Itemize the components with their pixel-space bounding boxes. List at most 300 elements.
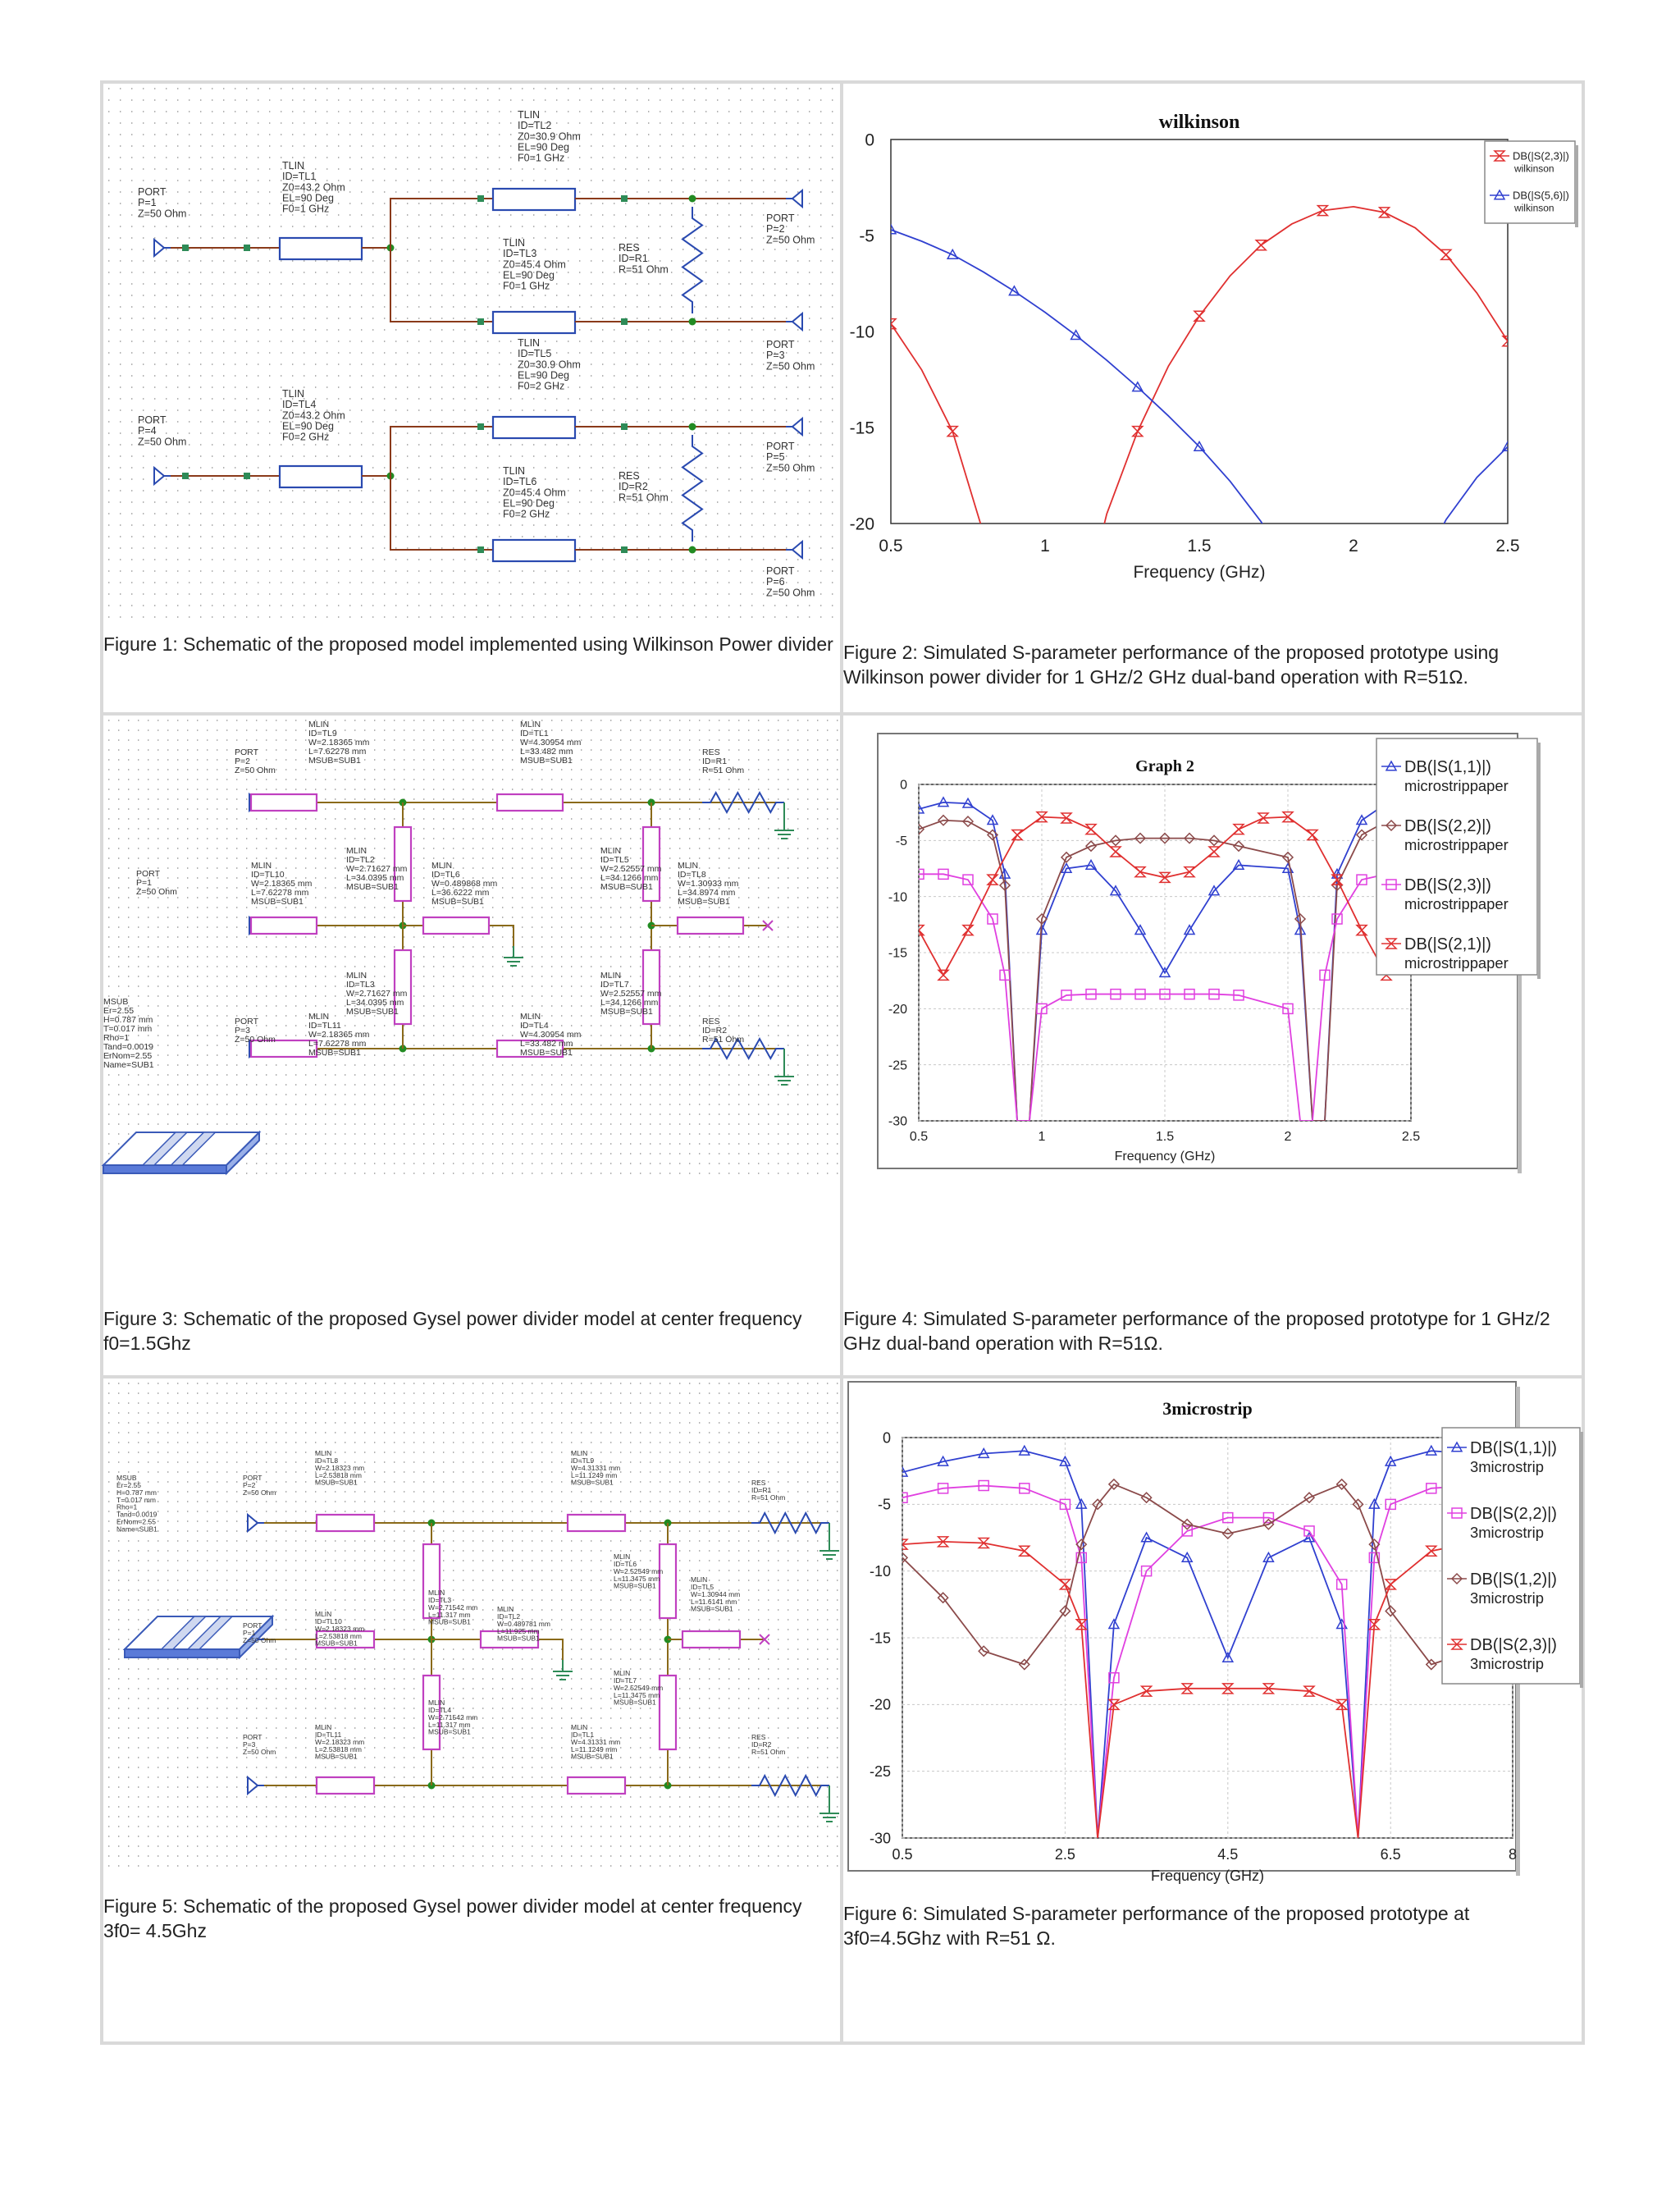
tlin-tl4-box[interactable] bbox=[280, 466, 362, 487]
legend-entry-sub: 3microstrip bbox=[1470, 1524, 1544, 1541]
port-1-label-line: PORT bbox=[136, 869, 160, 879]
figure-3-cell bbox=[103, 716, 840, 1375]
wire bbox=[390, 199, 493, 248]
mlin-tl7-label-line: MSUB=SUB1 bbox=[600, 1007, 653, 1017]
tlin-tl1-box[interactable] bbox=[280, 238, 362, 259]
port-4-label-line: PORT bbox=[138, 414, 167, 426]
y-tick-label: -15 bbox=[849, 418, 874, 438]
legend-entry: DB(|S(1,1)|) bbox=[1404, 758, 1491, 776]
mlin-top-right-box[interactable] bbox=[497, 794, 563, 811]
figure-6-cell bbox=[843, 1378, 1582, 2041]
y-tick-label: -10 bbox=[849, 322, 874, 342]
mlin-tl4-label-line: L=11.317 mm bbox=[428, 1720, 471, 1729]
mlin-open-stub-box[interactable] bbox=[682, 1631, 740, 1648]
ground-r1-symbol bbox=[774, 819, 794, 839]
legend-entry: DB(|S(2,1)|) bbox=[1404, 935, 1491, 953]
mlin-tl10-label bbox=[315, 1610, 364, 1648]
x-tick-label: 1.5 bbox=[1187, 537, 1212, 556]
y-tick-label: -30 bbox=[888, 1114, 907, 1129]
wire bbox=[390, 427, 493, 476]
mlin-tl4-label-line: MLIN bbox=[428, 1699, 445, 1707]
mlin-tl4-label-line: MSUB=SUB1 bbox=[520, 1048, 573, 1058]
mlin-tl4-label-line: W=2.71542 mm bbox=[428, 1712, 478, 1721]
y-tick-label: -25 bbox=[869, 1763, 891, 1780]
mlin-tl11-label-line: L=2.53818 mm bbox=[315, 1744, 362, 1753]
resistor-r2-label-line: RES bbox=[619, 470, 640, 482]
mlin-tl11-label-line: MSUB=SUB1 bbox=[308, 1048, 361, 1058]
node-pin bbox=[621, 546, 628, 553]
substrate-icon bbox=[103, 1132, 259, 1173]
port-1-label-line: Z=50 Ohm bbox=[138, 208, 187, 220]
tlin-tl4-label-line: ID=TL4 bbox=[282, 399, 317, 411]
port-3-label bbox=[235, 1017, 276, 1045]
mlin-tl2-label-line: MLIN bbox=[346, 846, 368, 856]
mlin-tl1-label-line: MLIN bbox=[520, 720, 541, 729]
port-1-label-line: P=1 bbox=[136, 878, 152, 889]
mlin-tl2-label-line: MSUB=SUB1 bbox=[346, 882, 399, 893]
resistor-r2-label-line: R=51 Ohm bbox=[619, 491, 669, 504]
node-pin bbox=[182, 473, 189, 479]
mlin-right-upper-stub-box[interactable] bbox=[660, 1544, 676, 1618]
mlin-tl2-label-line: W=0.489781 mm bbox=[497, 1619, 550, 1628]
mlin-tl1-label-line: MSUB=SUB1 bbox=[520, 756, 573, 766]
mlin-tl9-label-line: MLIN bbox=[571, 1449, 588, 1457]
mlin-tl6-label-line: MLIN bbox=[614, 1552, 631, 1561]
mlin-tl8-label-line: W=1.30933 mm bbox=[678, 879, 739, 889]
mlin-tl9-label bbox=[308, 720, 370, 766]
mlin-tl8-label-line: ID=TL8 bbox=[678, 870, 706, 880]
legend-entry-sub: 3microstrip bbox=[1470, 1458, 1544, 1475]
resistor-r1-label-line: R=51 Ohm bbox=[751, 1493, 786, 1502]
msub-label-line: MSUB bbox=[116, 1474, 137, 1482]
junction-dot bbox=[689, 195, 696, 203]
x-tick-label: 8 bbox=[1508, 1846, 1518, 1863]
y-tick-label: -15 bbox=[888, 946, 907, 961]
legend-entry-sub: microstrippaper bbox=[1404, 954, 1509, 972]
wire bbox=[390, 248, 493, 322]
port-1-label-line: P=1 bbox=[243, 1628, 256, 1637]
msub-label-line: Tand=0.0019 bbox=[116, 1510, 158, 1519]
mlin-tl7-label-line: W=2.52549 mm bbox=[614, 1683, 664, 1692]
x-tick-label: 1.5 bbox=[1155, 1130, 1175, 1144]
resistor-r2-label bbox=[619, 470, 669, 503]
y-tick-label: 0 bbox=[882, 1429, 891, 1447]
msub-label-line: Rho=1 bbox=[116, 1502, 138, 1511]
mlin-tl11-label-line: ID=TL11 bbox=[315, 1730, 342, 1739]
x-tick-label: 0.5 bbox=[892, 1846, 913, 1863]
tlin-tl2-label bbox=[518, 109, 581, 164]
mlin-tl6-label-line: ID=TL6 bbox=[614, 1559, 637, 1568]
mlin-tl4-label bbox=[428, 1699, 477, 1736]
port-6-label-line: PORT bbox=[766, 565, 795, 577]
mlin-top-left-box[interactable] bbox=[251, 794, 317, 811]
x-tick-label: 4.5 bbox=[1217, 1846, 1239, 1863]
port-3-label-line: Z=50 Ohm bbox=[766, 360, 815, 373]
tlin-tl3-label-line: Z0=45.4 Ohm bbox=[503, 258, 566, 271]
port-1-label-line: P=1 bbox=[138, 197, 157, 209]
resistor-r1-label-line: ID=R1 bbox=[702, 757, 728, 767]
mlin-tl9-label-line: ID=TL9 bbox=[571, 1456, 595, 1465]
resistor-r2-symbol[interactable] bbox=[682, 435, 702, 542]
figure-4-chart bbox=[843, 716, 1582, 1191]
legend-entry-sub: wilkinson bbox=[1514, 162, 1554, 175]
port-3-label-line: P=3 bbox=[235, 1026, 250, 1036]
tlin-tl5-label-line: EL=90 Deg bbox=[518, 369, 569, 382]
port-4-symbol[interactable] bbox=[154, 468, 171, 484]
mlin-tl8-label-line: L=34.8974 mm bbox=[678, 888, 736, 898]
port-2-label-line: P=2 bbox=[766, 223, 785, 235]
resistor-r1-label-line: R=51 Ohm bbox=[702, 766, 745, 776]
resistor-r2-label-line: ID=R2 bbox=[702, 1026, 728, 1036]
mlin-tl7-label-line: MLIN bbox=[614, 1669, 631, 1677]
port-3-label-line: PORT bbox=[235, 1017, 258, 1026]
tlin-tl3-box[interactable] bbox=[493, 312, 575, 333]
mlin-tl10-label-line: ID=TL10 bbox=[315, 1616, 342, 1625]
port-1-label-line: PORT bbox=[243, 1621, 262, 1630]
port-5-label-line: PORT bbox=[766, 441, 795, 452]
tlin-tl5-label-line: ID=TL5 bbox=[518, 348, 552, 360]
ground-r2-symbol bbox=[774, 1065, 794, 1085]
y-tick-label: -20 bbox=[888, 1002, 907, 1017]
port-3-label-line: Z=50 Ohm bbox=[243, 1747, 276, 1756]
ground-r2-symbol bbox=[819, 1802, 839, 1822]
mlin-tl7-label-line: ID=TL7 bbox=[600, 980, 629, 990]
port-4-label-line: P=4 bbox=[138, 425, 157, 437]
resistor-r2-label-line: R=51 Ohm bbox=[751, 1747, 786, 1756]
port-1-symbol[interactable] bbox=[154, 240, 171, 256]
msub-label-line: ErNom=2.55 bbox=[103, 1051, 153, 1062]
node-pin bbox=[182, 245, 189, 251]
port-2-label bbox=[766, 213, 815, 245]
figure-3-schematic bbox=[103, 716, 840, 1175]
tlin-tl2-label-line: TLIN bbox=[518, 109, 541, 121]
x-tick-label: 1 bbox=[1038, 1130, 1046, 1144]
tlin-tl1-label bbox=[282, 160, 345, 215]
msub-label-line: Tand=0.0019 bbox=[103, 1042, 154, 1053]
mlin-tl10-label-line: ID=TL10 bbox=[251, 870, 285, 880]
mlin-tl11-label-line: MLIN bbox=[315, 1723, 332, 1731]
mlin-tl7-label-line: W=2.52557 mm bbox=[600, 989, 662, 999]
x-tick-label: 6.5 bbox=[1380, 1846, 1401, 1863]
port-3-label-line: P=3 bbox=[243, 1740, 256, 1749]
port-3-symbol[interactable] bbox=[248, 1777, 264, 1794]
tlin-tl2-box[interactable] bbox=[493, 189, 575, 210]
legend-shadow bbox=[1580, 1432, 1583, 1688]
figure-2-caption: Figure 2: Simulated S-parameter performance of the proposed prototype using Wilkinson power divider for 1 GHz/2 GHz dual-band operation with R=51Ω. bbox=[843, 642, 1504, 688]
ground-shunt-symbol bbox=[553, 1660, 573, 1680]
x-tick-label: 2.5 bbox=[1401, 1130, 1421, 1144]
mlin-tl10-label-line: MSUB=SUB1 bbox=[315, 1639, 358, 1648]
mlin-tl7-label-line: MLIN bbox=[600, 971, 622, 981]
mlin-tl2-label-line: L=11.925 mm bbox=[497, 1626, 540, 1635]
figure-6-chart bbox=[843, 1378, 1582, 1884]
mlin-tl9-label-line: MLIN bbox=[308, 720, 330, 729]
legend-entry: DB(|S(1,2)|) bbox=[1470, 1570, 1557, 1589]
figure-2-chart bbox=[843, 84, 1582, 617]
mlin-tl3-label-line: L=34.0395 mm bbox=[346, 998, 404, 1008]
port-2-label-line: Z=50 Ohm bbox=[243, 1488, 276, 1497]
mlin-tl7-label-line: L=11.3475 mm bbox=[614, 1690, 660, 1699]
resistor-r1-label-line: RES bbox=[702, 748, 720, 757]
mlin-tl3-label-line: W=2.71542 mm bbox=[428, 1602, 478, 1612]
y-tick-label: -10 bbox=[869, 1562, 891, 1580]
x-axis-label: Frequency (GHz) bbox=[1133, 563, 1266, 582]
tlin-tl4-label-line: Z0=43.2 Ohm bbox=[282, 409, 345, 422]
port-3-symbol[interactable] bbox=[786, 313, 802, 330]
port-3-label-line: PORT bbox=[243, 1733, 262, 1741]
port-5-symbol[interactable] bbox=[786, 418, 802, 435]
y-tick-label: -10 bbox=[888, 890, 907, 905]
resistor-r1-label-line: ID=R1 bbox=[751, 1485, 772, 1494]
mlin-tl4-label-line: L=33.482 mm bbox=[520, 1039, 573, 1049]
mlin-tl10-label-line: W=2.18323 mm bbox=[315, 1624, 365, 1633]
tlin-tl6-label bbox=[503, 465, 566, 520]
mlin-tl3-label-line: MLIN bbox=[428, 1589, 445, 1597]
legend-entry-sub: wilkinson bbox=[1514, 202, 1554, 214]
mlin-tl2-label-line: W=2.71627 mm bbox=[346, 864, 408, 875]
mlin-top-left-box[interactable] bbox=[317, 1515, 374, 1531]
mlin-tl4-label bbox=[520, 1012, 582, 1058]
legend-entry-sub: 3microstrip bbox=[1470, 1589, 1544, 1607]
port-2-label bbox=[235, 748, 276, 775]
mlin-tl7-label-line: L=34.1266 mm bbox=[600, 998, 659, 1008]
tlin-tl3-label-line: ID=TL3 bbox=[503, 248, 537, 260]
port-3-label bbox=[243, 1733, 276, 1756]
figure-3-caption: Figure 3: Schematic of the proposed Gysel power divider model at center frequency f0=1.5Ghz bbox=[103, 1308, 807, 1354]
mlin-tl4-label-line: MLIN bbox=[520, 1012, 541, 1022]
mlin-tl6-label-line: MSUB=SUB1 bbox=[614, 1581, 656, 1590]
mlin-tl8-label-line: W=2.18323 mm bbox=[315, 1463, 365, 1472]
port-2-label-line: Z=50 Ohm bbox=[235, 766, 276, 776]
port-3-label bbox=[766, 339, 815, 372]
resistor-r1-symbol[interactable] bbox=[682, 207, 702, 313]
port-2-label-line: PORT bbox=[235, 748, 258, 757]
port-2-label-line: P=2 bbox=[243, 1480, 256, 1489]
port-1-label bbox=[136, 869, 177, 897]
port-2-symbol[interactable] bbox=[248, 1515, 264, 1531]
mlin-tl2-label bbox=[497, 1605, 550, 1643]
msub-label-line: Er=2.55 bbox=[103, 1006, 135, 1017]
msub-label-line: MSUB bbox=[103, 997, 129, 1007]
legend-entry: DB(|S(2,2)|) bbox=[1404, 817, 1491, 835]
tlin-tl1-label-line: ID=TL1 bbox=[282, 171, 317, 183]
port-2-symbol[interactable] bbox=[786, 190, 802, 207]
plot-area bbox=[891, 139, 1508, 523]
mlin-tl3-label bbox=[428, 1589, 477, 1626]
resistor-r2-label-line: RES bbox=[751, 1733, 766, 1741]
msub-label-line: Rho=1 bbox=[103, 1033, 130, 1044]
x-tick-label: 0.5 bbox=[879, 537, 903, 556]
tlin-tl3-label-line: EL=90 Deg bbox=[503, 269, 555, 281]
mlin-tl3-label-line: MSUB=SUB1 bbox=[428, 1617, 471, 1626]
legend-entry: DB(|S(2,3)|) bbox=[1470, 1636, 1557, 1654]
port-2-label bbox=[243, 1474, 276, 1497]
legend-shadow bbox=[1575, 145, 1578, 227]
port-5-label bbox=[766, 441, 815, 473]
msub-label-line: Name=SUB1 bbox=[103, 1060, 154, 1071]
port-6-symbol[interactable] bbox=[786, 542, 802, 558]
tlin-tl6-label-line: Z0=45.4 Ohm bbox=[503, 487, 566, 499]
legend-entry-sub: 3microstrip bbox=[1470, 1655, 1544, 1672]
figure-4-cell bbox=[843, 716, 1582, 1375]
figure-2-cell bbox=[843, 84, 1582, 712]
tlin-tl5-label-line: TLIN bbox=[518, 337, 541, 349]
mlin-tl8-label-line: MSUB=SUB1 bbox=[315, 1478, 358, 1487]
mlin-top-right-box[interactable] bbox=[568, 1515, 625, 1531]
mlin-tl2-label-line: MLIN bbox=[497, 1605, 514, 1613]
tlin-tl6-label-line: TLIN bbox=[503, 465, 526, 477]
mlin-tl10-label-line: MSUB=SUB1 bbox=[251, 897, 304, 908]
tlin-tl6-box[interactable] bbox=[493, 540, 575, 561]
msub-label-line: H=0.787 mm bbox=[103, 1015, 153, 1026]
mlin-tl7-label bbox=[614, 1669, 663, 1707]
mlin-tl9-label-line: W=2.18365 mm bbox=[308, 738, 370, 748]
mlin-tl5-label-line: W=2.52557 mm bbox=[600, 864, 662, 875]
y-tick-label: -20 bbox=[849, 514, 874, 534]
legend-entry: DB(|S(1,1)|) bbox=[1470, 1439, 1557, 1457]
schematic-grid-dots bbox=[108, 89, 833, 617]
tlin-tl1-label-line: F0=1 GHz bbox=[282, 203, 330, 215]
mlin-input-box[interactable] bbox=[251, 917, 317, 934]
port-5-label-line: P=5 bbox=[766, 451, 785, 464]
node-pin bbox=[477, 195, 484, 202]
tlin-tl2-label-line: EL=90 Deg bbox=[518, 141, 569, 153]
mlin-tl1-label-line: MSUB=SUB1 bbox=[571, 1752, 614, 1761]
x-axis-label: Frequency (GHz) bbox=[1114, 1150, 1216, 1164]
ground-shunt-symbol bbox=[504, 946, 523, 966]
chart-title: wilkinson bbox=[1158, 112, 1240, 133]
msub-label-line: H=0.787 mm bbox=[116, 1488, 157, 1497]
mlin-tl6-label-line: L=36.6222 mm bbox=[431, 888, 490, 898]
port-6-label-line: P=6 bbox=[766, 576, 785, 588]
mlin-tl9-label bbox=[571, 1449, 620, 1487]
mlin-tl8-label bbox=[678, 861, 739, 907]
mlin-tl2-label-line: ID=TL2 bbox=[497, 1612, 521, 1621]
mlin-tl4-label-line: ID=TL4 bbox=[428, 1705, 452, 1714]
x-tick-label: 2.5 bbox=[1495, 537, 1520, 556]
mlin-tl5-label-line: L=34.1266 mm bbox=[600, 873, 659, 884]
y-tick-label: -30 bbox=[869, 1830, 891, 1847]
mlin-tl8-label bbox=[315, 1449, 364, 1487]
mlin-tl10-label bbox=[251, 861, 313, 907]
tlin-tl6-label-line: F0=2 GHz bbox=[503, 508, 550, 520]
mlin-tl6-label bbox=[431, 861, 498, 907]
tlin-tl2-label-line: F0=1 GHz bbox=[518, 152, 565, 164]
tlin-tl2-label-line: ID=TL2 bbox=[518, 120, 552, 132]
node-pin bbox=[621, 423, 628, 430]
tlin-tl4-label-line: F0=2 GHz bbox=[282, 431, 330, 443]
mlin-tl11-label-line: W=2.18365 mm bbox=[308, 1030, 370, 1040]
y-tick-label: 0 bbox=[900, 778, 907, 793]
mlin-tl8-label-line: L=2.53818 mm bbox=[315, 1470, 362, 1479]
tlin-tl1-label-line: Z0=43.2 Ohm bbox=[282, 181, 345, 194]
mlin-tl1-label-line: MLIN bbox=[571, 1723, 588, 1731]
port-3-label-line: Z=50 Ohm bbox=[235, 1035, 276, 1045]
mlin-tl1-label-line: ID=TL1 bbox=[520, 729, 549, 739]
mlin-tl11-label-line: W=2.18323 mm bbox=[315, 1737, 365, 1746]
mlin-tl6-label-line: W=0.489868 mm bbox=[431, 879, 498, 889]
mlin-tl6-label bbox=[614, 1552, 663, 1590]
tlin-tl5-box[interactable] bbox=[493, 417, 575, 438]
tlin-tl2-label-line: Z0=30.9 Ohm bbox=[518, 130, 581, 143]
mlin-tl2-label-line: MSUB=SUB1 bbox=[497, 1634, 540, 1643]
mlin-tl1-label bbox=[520, 720, 582, 766]
port-2-label-line: Z=50 Ohm bbox=[766, 234, 815, 246]
mlin-tl9-label-line: L=11.1249 mm bbox=[571, 1470, 618, 1479]
mlin-tl9-label-line: MSUB=SUB1 bbox=[571, 1478, 614, 1487]
mlin-tl1-label-line: L=11.1249 mm bbox=[571, 1744, 618, 1753]
legend-entry-sub: microstrippaper bbox=[1404, 836, 1509, 853]
mlin-tl6-label-line: L=11.3475 mm bbox=[614, 1574, 660, 1583]
resistor-r1-label-line: ID=R1 bbox=[619, 253, 648, 265]
tlin-tl3-label-line: TLIN bbox=[503, 237, 526, 249]
resistor-r2-label-line: ID=R2 bbox=[619, 481, 648, 493]
mlin-tl5-label-line: MLIN bbox=[691, 1575, 708, 1584]
y-tick-label: -25 bbox=[888, 1058, 907, 1073]
mlin-bottom-right-box[interactable] bbox=[568, 1777, 625, 1794]
msub-label-line: Er=2.55 bbox=[116, 1480, 142, 1489]
tlin-tl4-label-line: TLIN bbox=[282, 388, 305, 400]
msub-label-line: T=0.017 mm bbox=[116, 1495, 156, 1504]
port-6-label bbox=[766, 565, 815, 598]
resistor-r1-label bbox=[619, 242, 669, 275]
junction-dot bbox=[689, 423, 696, 431]
x-tick-label: 2.5 bbox=[1054, 1846, 1075, 1863]
mlin-tl11-label bbox=[308, 1012, 370, 1058]
port-5-label-line: Z=50 Ohm bbox=[766, 462, 815, 474]
mlin-tl3-label-line: ID=TL3 bbox=[428, 1595, 452, 1604]
mlin-tl4-label-line: W=4.30954 mm bbox=[520, 1030, 582, 1040]
node-pin bbox=[477, 546, 484, 553]
legend-entry: DB(|S(2,3)|) bbox=[1404, 876, 1491, 894]
resistor-r2-label bbox=[751, 1733, 785, 1756]
x-tick-label: 1 bbox=[1040, 537, 1050, 556]
legend-entry: DB(|S(2,3)|) bbox=[1513, 149, 1569, 162]
mlin-tl2-label-line: L=34.0395 mm bbox=[346, 873, 404, 884]
mlin-tl5-label-line: W=1.30944 mm bbox=[691, 1589, 741, 1598]
mlin-tl11-label-line: ID=TL11 bbox=[308, 1021, 341, 1031]
mlin-open-stub-box[interactable] bbox=[678, 917, 743, 934]
junction-dot bbox=[689, 318, 696, 326]
resistor-r2-label-line: R=51 Ohm bbox=[702, 1035, 745, 1045]
mlin-tl9-label-line: ID=TL9 bbox=[308, 729, 337, 739]
resistor-r1-label bbox=[702, 748, 744, 775]
mlin-tl1-label-line: L=33.482 mm bbox=[520, 747, 573, 757]
y-tick-label: 0 bbox=[865, 130, 874, 150]
port-6-label-line: Z=50 Ohm bbox=[766, 587, 815, 599]
tlin-tl4-label-line: EL=90 Deg bbox=[282, 420, 334, 432]
node-pin bbox=[621, 195, 628, 202]
mlin-bottom-left-box[interactable] bbox=[317, 1777, 374, 1794]
mlin-shunt-box[interactable] bbox=[423, 917, 489, 934]
legend-entry-sub: microstrippaper bbox=[1404, 777, 1509, 794]
node-pin bbox=[244, 245, 250, 251]
msub-label-line: ErNom=2.55 bbox=[116, 1517, 156, 1526]
mlin-tl10-label-line: MLIN bbox=[251, 861, 272, 871]
mlin-tl11-label bbox=[315, 1723, 364, 1761]
mlin-tl3-label-line: L=11.317 mm bbox=[428, 1610, 471, 1619]
x-axis-label: Frequency (GHz) bbox=[1150, 1868, 1265, 1884]
mlin-tl6-label-line: ID=TL6 bbox=[431, 870, 460, 880]
mlin-tl8-label-line: ID=TL8 bbox=[315, 1456, 339, 1465]
mlin-tl11-label-line: MSUB=SUB1 bbox=[315, 1752, 358, 1761]
mlin-tl8-label-line: MLIN bbox=[678, 861, 699, 871]
tlin-tl6-label-line: EL=90 Deg bbox=[503, 497, 555, 510]
y-tick-label: -15 bbox=[869, 1630, 891, 1647]
tlin-tl5-label-line: Z0=30.9 Ohm bbox=[518, 359, 581, 371]
msub-label-line: Name=SUB1 bbox=[116, 1525, 158, 1534]
mlin-tl7-label-line: ID=TL7 bbox=[614, 1676, 637, 1685]
